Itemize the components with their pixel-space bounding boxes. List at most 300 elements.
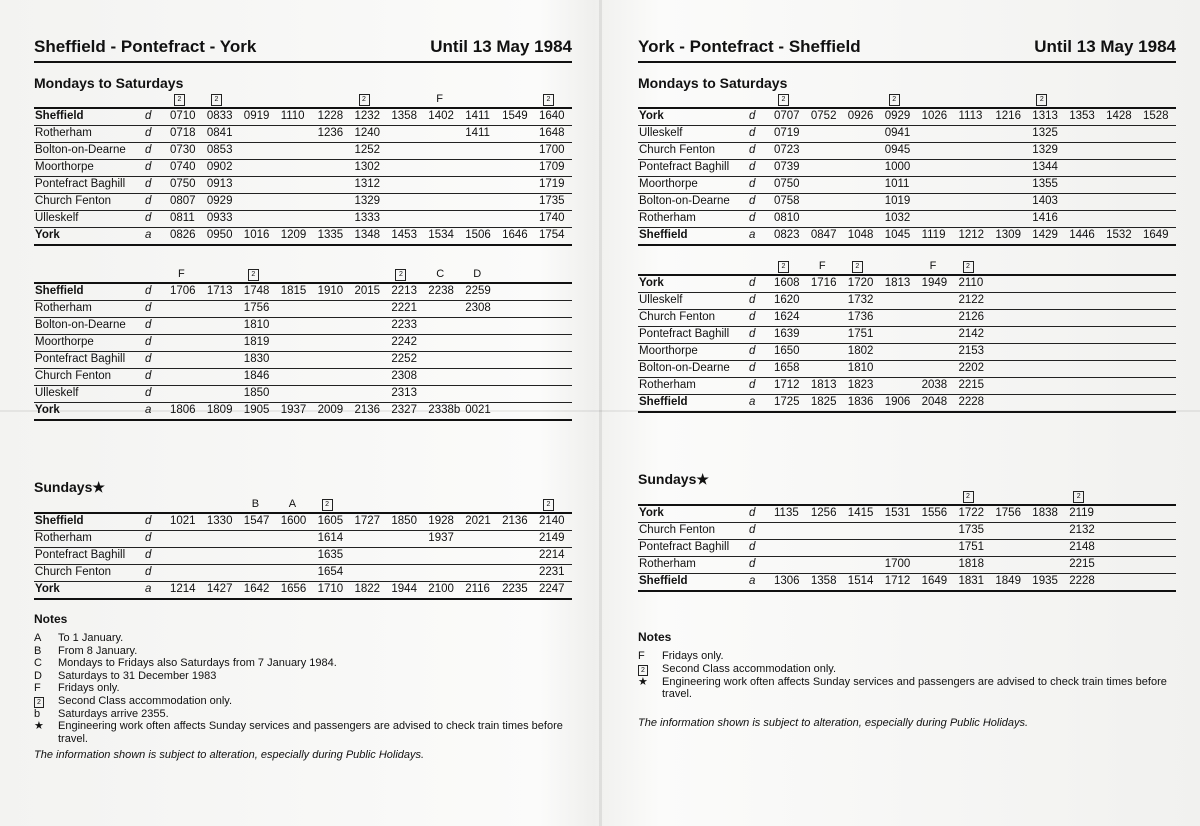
service-note-marker: B	[251, 498, 260, 510]
marker-row	[638, 93, 1176, 107]
marker-row	[34, 498, 572, 512]
note-item	[638, 650, 1176, 663]
station-name: Church Fenton	[35, 566, 112, 578]
time-cell: 1831	[958, 575, 985, 587]
note-key: C	[34, 657, 42, 669]
time-cell: 1949	[921, 277, 948, 289]
time-cell: 1937	[428, 532, 454, 544]
time-cell: 1646	[502, 229, 528, 241]
time-cell: 1240	[354, 127, 381, 139]
time-cell: 1823	[847, 379, 874, 391]
time-cell: 1740	[539, 212, 565, 224]
time-cell: 1528	[1143, 110, 1169, 122]
station-name: Church Fenton	[35, 370, 112, 382]
time-cell: 1415	[847, 507, 874, 519]
time-cell: 1021	[170, 515, 196, 527]
time-cell: 1119	[921, 229, 946, 241]
time-cell: 1232	[354, 110, 381, 122]
panel-sheffield-york	[34, 36, 572, 761]
service-note-marker: F	[178, 268, 185, 280]
station-name: Pontefract Baghill	[639, 328, 730, 340]
arr-dep-code: d	[749, 558, 756, 570]
time-cell: 2015	[354, 285, 381, 297]
arr-dep-code: a	[749, 229, 756, 241]
time-cell: 1427	[206, 583, 233, 595]
time-cell: 1228	[317, 110, 344, 122]
service-note-marker: D	[473, 268, 482, 280]
time-cell: 1614	[317, 532, 344, 544]
time-cell: 2231	[539, 566, 565, 578]
time-cell: 1252	[354, 144, 381, 156]
arr-dep-code: d	[749, 161, 756, 173]
station-name: Sheffield	[35, 285, 84, 297]
table-row	[34, 531, 572, 548]
table-row	[34, 177, 572, 194]
table-row	[638, 194, 1176, 211]
time-cell: 1735	[539, 195, 565, 207]
arr-dep-code: d	[749, 362, 756, 374]
arr-dep-code: d	[145, 127, 152, 139]
marker-row	[638, 490, 1176, 504]
route-title: York - Pontefract - Sheffield	[638, 37, 861, 56]
station-name: Moorthorpe	[35, 161, 94, 173]
station-name: Bolton-on-Dearne	[639, 362, 730, 374]
time-cell: 1608	[774, 277, 800, 289]
time-cell: 2308	[465, 302, 491, 314]
time-cell: 0853	[206, 144, 233, 156]
station-name: Pontefract Baghill	[639, 161, 730, 173]
second-class-marker: 2	[638, 665, 648, 676]
second-class-marker: 2	[322, 499, 333, 511]
service-note-marker: F	[436, 93, 444, 105]
arr-dep-code: d	[145, 370, 152, 382]
arr-dep-code: d	[145, 285, 152, 297]
time-cell: 0752	[810, 110, 837, 122]
station-name: Sheffield	[35, 110, 84, 122]
time-cell: 2136	[354, 404, 381, 416]
station-name: York	[639, 507, 664, 519]
arr-dep-code: d	[145, 336, 152, 348]
time-cell: 1600	[280, 515, 307, 527]
time-cell: 2214	[539, 549, 565, 561]
time-cell: 2259	[465, 285, 491, 297]
arr-dep-code: d	[749, 277, 756, 289]
station-name: Church Fenton	[639, 144, 716, 156]
note-key: B	[34, 644, 42, 657]
time-cell: 1355	[1032, 178, 1058, 190]
time-cell: 2142	[958, 328, 985, 340]
time-cell: 1725	[774, 396, 800, 408]
time-cell: 1658	[774, 362, 800, 374]
notes-list	[34, 632, 572, 745]
table-row	[638, 327, 1176, 344]
time-cell: 1850	[243, 387, 270, 399]
time-cell: 1506	[465, 229, 491, 241]
time-cell: 1532	[1106, 229, 1132, 241]
time-cell: 1819	[243, 336, 270, 348]
note-text: Second Class accommodation only.	[662, 662, 837, 675]
time-cell: 1802	[847, 345, 874, 357]
note-key: F	[638, 650, 645, 662]
arr-dep-code: d	[145, 549, 152, 561]
time-cell: 1358	[391, 110, 417, 122]
weekday-table-morning	[34, 93, 572, 246]
time-cell: 0929	[206, 195, 233, 207]
second-class-marker: 2	[174, 94, 185, 106]
time-cell: 1713	[206, 285, 233, 297]
arr-dep-code: d	[749, 524, 756, 536]
arr-dep-code: d	[145, 178, 152, 190]
time-cell: 1906	[884, 396, 911, 408]
station-name: Church Fenton	[639, 311, 716, 323]
time-cell: 0740	[170, 161, 196, 173]
table-row	[638, 107, 1176, 126]
time-cell: 0833	[206, 110, 233, 122]
time-cell: 2238	[428, 285, 454, 297]
time-cell: 1719	[539, 178, 565, 190]
table-row	[34, 301, 572, 318]
station-name: Rotherham	[35, 302, 92, 314]
notes-title: Notes	[638, 630, 672, 644]
second-class-marker: 2	[34, 697, 44, 708]
time-cell: 1846	[243, 370, 270, 382]
station-name: Rotherham	[35, 127, 92, 139]
time-cell: 2100	[428, 583, 454, 595]
time-cell: 1838	[1032, 507, 1058, 519]
time-cell: 1212	[958, 229, 985, 241]
note-text: Fridays only.	[662, 650, 724, 662]
route-title: Sheffield - Pontefract - York	[34, 37, 257, 56]
time-cell: 1000	[884, 161, 911, 173]
arr-dep-code: d	[145, 532, 152, 544]
second-class-marker: 2	[248, 269, 259, 281]
time-cell: 1748	[243, 285, 270, 297]
arr-dep-code: d	[145, 319, 152, 331]
time-cell: 1256	[810, 507, 837, 519]
time-cell: 1944	[391, 583, 417, 595]
station-name: Rotherham	[639, 379, 696, 391]
weekday-table-evening	[34, 268, 572, 421]
second-class-marker: 2	[778, 94, 789, 106]
time-cell: 1928	[428, 515, 454, 527]
time-cell: 1849	[995, 575, 1021, 587]
station-name: York	[35, 404, 60, 416]
table-row	[638, 228, 1176, 246]
arr-dep-code: d	[749, 345, 756, 357]
table-row	[34, 228, 572, 246]
time-cell: 1236	[317, 127, 344, 139]
second-class-marker: 2	[543, 94, 554, 106]
time-cell: 1446	[1069, 229, 1095, 241]
weekday-table-morning	[638, 93, 1176, 246]
time-cell: 1026	[921, 110, 948, 122]
time-cell: 2132	[1069, 524, 1095, 536]
note-item	[34, 708, 572, 721]
weekday-table-evening	[638, 260, 1176, 413]
time-cell: 1325	[1032, 127, 1058, 139]
arr-dep-code: d	[145, 161, 152, 173]
time-cell: 0902	[206, 161, 233, 173]
station-name: Bolton-on-Dearne	[639, 195, 730, 207]
table-row	[638, 211, 1176, 228]
time-cell: 2148	[1069, 541, 1095, 553]
station-name: Ulleskelf	[639, 127, 683, 139]
time-cell: 1642	[243, 583, 270, 595]
station-name: York	[639, 110, 664, 122]
note-item	[34, 695, 572, 708]
time-cell: 2116	[465, 583, 490, 595]
second-class-marker: 2	[359, 94, 370, 106]
time-cell: 1306	[774, 575, 800, 587]
time-cell: 1836	[847, 396, 874, 408]
time-cell: 1722	[958, 507, 985, 519]
note-item	[34, 632, 572, 645]
station-name: Ulleskelf	[35, 212, 79, 224]
arr-dep-code: d	[145, 515, 152, 527]
arr-dep-code: d	[749, 178, 756, 190]
time-cell: 1754	[539, 229, 565, 241]
arr-dep-code: d	[749, 507, 756, 519]
arr-dep-code: d	[749, 379, 756, 391]
time-cell: 1640	[539, 110, 565, 122]
table-row	[638, 143, 1176, 160]
time-cell: 1429	[1032, 229, 1058, 241]
time-cell: 1531	[884, 507, 911, 519]
table-row	[638, 504, 1176, 523]
marker-row	[34, 268, 572, 282]
arr-dep-code: d	[145, 212, 152, 224]
time-cell: 1348	[354, 229, 381, 241]
table-row	[34, 386, 572, 403]
arr-dep-code: d	[749, 195, 756, 207]
time-cell: 1113	[958, 110, 983, 122]
arr-dep-code: d	[145, 566, 152, 578]
table-row	[638, 574, 1176, 592]
time-cell: 1547	[243, 515, 270, 527]
disclaimer: The information shown is subject to alteration, especially during Public Holidays.	[638, 716, 1029, 729]
time-cell: 1428	[1106, 110, 1132, 122]
station-name: Sheffield	[639, 396, 688, 408]
time-cell: 1910	[317, 285, 344, 297]
table-row	[34, 565, 572, 582]
station-name: York	[35, 583, 60, 595]
time-cell: 1214	[170, 583, 196, 595]
time-cell: 2235	[502, 583, 528, 595]
table-row	[638, 523, 1176, 540]
weekday-section-title: Mondays to Saturdays	[638, 75, 788, 91]
time-cell: 1411	[465, 127, 490, 139]
station-name: York	[35, 229, 60, 241]
time-cell: 2110	[958, 277, 984, 289]
weekday-section-title: Mondays to Saturdays	[34, 75, 184, 91]
time-cell: 1756	[243, 302, 270, 314]
time-cell: 0719	[774, 127, 800, 139]
table-row	[638, 395, 1176, 413]
time-cell: 2119	[1069, 507, 1094, 519]
note-key	[34, 695, 58, 708]
time-cell: 1727	[354, 515, 381, 527]
time-cell: 1806	[170, 404, 196, 416]
note-key	[638, 663, 662, 676]
table-row	[638, 310, 1176, 327]
time-cell: 0730	[170, 144, 196, 156]
table-row	[34, 335, 572, 352]
table-row	[34, 582, 572, 600]
time-cell: 1624	[774, 311, 800, 323]
time-cell: 1706	[170, 285, 196, 297]
arr-dep-code: d	[145, 302, 152, 314]
time-cell: 2215	[958, 379, 985, 391]
station-name: Bolton-on-Dearne	[35, 144, 126, 156]
time-cell: 1416	[1032, 212, 1058, 224]
time-cell: 1830	[243, 353, 270, 365]
time-cell: 1650	[774, 345, 800, 357]
time-cell: 1605	[317, 515, 344, 527]
sunday-section-title: Sundays★	[638, 471, 709, 487]
time-cell: 1344	[1032, 161, 1058, 173]
table-row	[34, 403, 572, 421]
service-note-marker: F	[929, 260, 937, 272]
panel-york-sheffield	[638, 36, 1176, 729]
note-text: Engineering work often affects Sunday services and passengers are advised to check train times before travel.	[662, 675, 1167, 700]
note-text: Saturdays to 31 December 1983	[58, 669, 217, 682]
station-name: Moorthorpe	[639, 178, 698, 190]
validity-date: Until 13 May 1984	[1034, 37, 1176, 56]
time-cell: 2221	[391, 302, 417, 314]
service-note-marker: C	[436, 268, 445, 280]
time-cell: 2140	[539, 515, 565, 527]
time-cell: 1016	[243, 229, 270, 241]
table-row	[638, 378, 1176, 395]
time-cell: 2038	[921, 379, 948, 391]
time-cell: 0919	[243, 110, 270, 122]
note-text: Engineering work often affects Sunday services and passengers are advised to check train times before travel.	[58, 720, 563, 745]
table-row	[638, 361, 1176, 378]
time-cell: 1822	[354, 583, 381, 595]
table-row	[638, 557, 1176, 574]
time-cell: 1329	[1032, 144, 1058, 156]
table-row	[34, 369, 572, 386]
time-cell: 0933	[206, 212, 233, 224]
time-cell: 2252	[391, 353, 417, 365]
time-cell: 2126	[958, 311, 985, 323]
table-row	[638, 274, 1176, 293]
service-note-marker: A	[288, 498, 297, 510]
time-cell: 1358	[810, 575, 837, 587]
time-cell: 2242	[391, 336, 417, 348]
time-cell: 0929	[884, 110, 911, 122]
time-cell: 0707	[774, 110, 800, 122]
time-cell: 1654	[317, 566, 344, 578]
time-cell: 1335	[317, 229, 344, 241]
time-cell: 2308	[391, 370, 417, 382]
station-name: Ulleskelf	[35, 387, 79, 399]
time-cell: 1825	[810, 396, 837, 408]
note-text: Second Class accommodation only.	[58, 694, 233, 707]
second-class-marker: 2	[1073, 491, 1084, 503]
arr-dep-code: a	[145, 229, 152, 241]
arr-dep-code: d	[749, 144, 756, 156]
second-class-marker: 2	[963, 491, 974, 503]
time-cell: 1935	[1032, 575, 1058, 587]
table-row	[34, 512, 572, 531]
time-cell: 1453	[391, 229, 417, 241]
sunday-table	[638, 490, 1176, 592]
note-key: ★	[34, 720, 44, 732]
time-cell: 1810	[243, 319, 270, 331]
table-row	[34, 282, 572, 301]
time-cell: 1411	[465, 110, 490, 122]
time-cell: 2247	[539, 583, 565, 595]
time-cell: 1011	[884, 178, 910, 190]
note-key: F	[34, 682, 41, 694]
station-name: Sheffield	[639, 229, 688, 241]
time-cell: 2202	[958, 362, 985, 374]
notes-list	[638, 650, 1176, 701]
station-name: Pontefract Baghill	[639, 541, 730, 553]
time-cell: 1649	[1143, 229, 1169, 241]
time-cell: 1019	[884, 195, 911, 207]
note-key: b	[34, 707, 41, 720]
note-item	[34, 682, 572, 695]
time-cell: 1905	[243, 404, 270, 416]
time-cell: 2149	[539, 532, 565, 544]
station-name: Pontefract Baghill	[35, 178, 126, 190]
station-name: Moorthorpe	[639, 345, 698, 357]
time-cell: 1329	[354, 195, 381, 207]
time-cell: 1751	[847, 328, 874, 340]
time-cell: 1330	[206, 515, 233, 527]
time-cell: 1556	[921, 507, 948, 519]
arr-dep-code: d	[749, 110, 756, 122]
table-row	[34, 352, 572, 369]
time-cell: 1333	[354, 212, 381, 224]
time-cell: 0750	[774, 178, 800, 190]
arr-dep-code: d	[749, 328, 756, 340]
time-cell: 1732	[847, 294, 874, 306]
time-cell: 1216	[995, 110, 1021, 122]
time-cell: 1700	[539, 144, 565, 156]
time-cell: 1514	[847, 575, 874, 587]
time-cell: 1810	[847, 362, 874, 374]
arr-dep-code: d	[145, 144, 152, 156]
arr-dep-code: a	[749, 575, 756, 587]
time-cell: 2215	[1069, 558, 1095, 570]
time-cell: 1712	[774, 379, 800, 391]
station-name: Sheffield	[639, 575, 688, 587]
time-cell: 0807	[170, 195, 196, 207]
second-class-marker: 2	[211, 94, 222, 106]
time-cell: 1710	[317, 583, 344, 595]
note-text: From 8 January.	[58, 644, 138, 657]
station-name: Rotherham	[639, 212, 696, 224]
station-name: Bolton-on-Dearne	[35, 319, 126, 331]
arr-dep-code: a	[749, 396, 756, 408]
time-cell: 2009	[317, 404, 344, 416]
time-cell: 0723	[774, 144, 800, 156]
time-cell: 1549	[502, 110, 528, 122]
station-name: Church Fenton	[639, 524, 716, 536]
time-cell: 0021	[465, 404, 491, 416]
time-cell: 0945	[884, 144, 911, 156]
table-row	[638, 293, 1176, 310]
time-cell: 1313	[1032, 110, 1058, 122]
time-cell: 0758	[774, 195, 800, 207]
table-row	[638, 160, 1176, 177]
note-text: To 1 January.	[58, 632, 124, 644]
time-cell: 2228	[1069, 575, 1095, 587]
time-cell: 2213	[391, 285, 417, 297]
